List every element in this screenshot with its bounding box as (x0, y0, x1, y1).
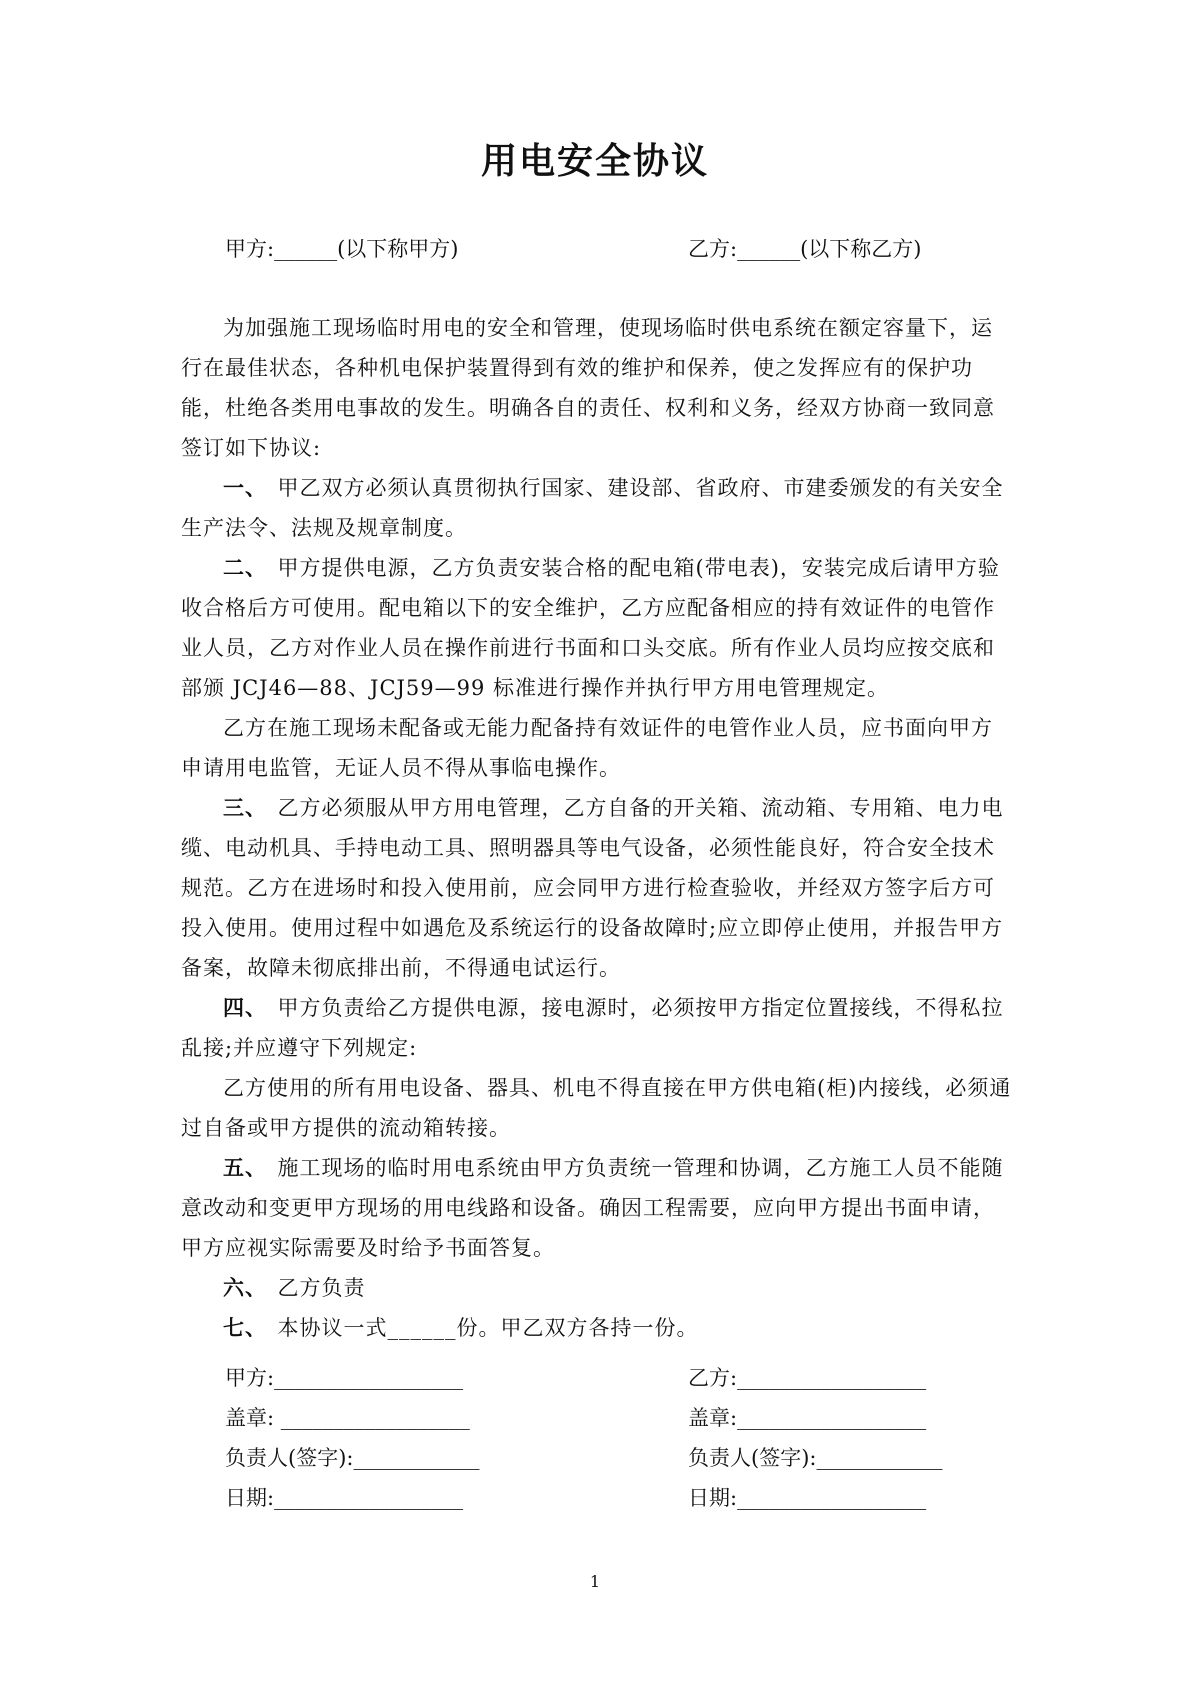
clause-text: 甲乙双方必须认真贯彻执行国家、建设部、省政府、市建委颁发的有关安全生产法令、法规及规章制度。 (181, 476, 1004, 540)
clause-number: 二、 (223, 556, 267, 580)
signature-date-a: 日期:__________________ (225, 1486, 464, 1510)
signature-date-b: 日期:__________________ (688, 1486, 927, 1510)
clause-text: 乙方必须服从甲方用电管理，乙方自备的开关箱、流动箱、专用箱、电力电缆、电动机具、手持电动工具、照明器具等电气设备，必须性能良好，符合安全技术规范。乙方在进场时和投入使用前，应会同甲方进行检查验收，并经双方签字后方可投入使用。使用过程中如遇危及系统运行的设备故障时;应立即停止使用，并报告甲方备案，故障未彻底排出前，不得通电试运行。 (181, 796, 1004, 980)
signature-party-a: 甲方:__________________ (225, 1366, 464, 1390)
clause-text: 甲方负责给乙方提供电源，接电源时，必须按甲方指定位置接线，不得私拉乱接;并应遵守下列规定: (181, 996, 1004, 1060)
clause-2 (181, 548, 1014, 708)
clause-text: 乙方负责 (277, 1276, 366, 1300)
clause-number: 三、 (223, 796, 267, 820)
clause-number: 一、 (223, 476, 267, 500)
clause-number: 六、 (223, 1276, 267, 1300)
clause-7 (181, 1308, 1014, 1348)
clause-text: 施工现场的临时用电系统由甲方负责统一管理和协调，乙方施工人员不能随意改动和变更甲方现场的用电线路和设备。确因工程需要，应向甲方提出书面申请，甲方应视实际需要及时给予书面答复。 (181, 1156, 1004, 1260)
clause-text: 甲方提供电源，乙方负责安装合格的配电箱(带电表)，安装完成后请甲方验收合格后方可使用。配电箱以下的安全维护，乙方应配备相应的持有效证件的电管作业人员，乙方对作业人员在操作前进行书面和口头交底。所有作业人员均应按交底和部颁 JCJ46—88、JCJ59—99 标准进行操作并执行甲方用电管理规定。 (181, 556, 1000, 700)
intro-paragraph: 为加强施工现场临时用电的安全和管理，使现场临时供电系统在额定容量下，运行在最佳状态，各种机电保护装置得到有效的维护和保养，使之发挥应有的保护功能，杜绝各类用电事故的发生。明确各自的责任、权利和义务，经双方协商一致同意签订如下协议: (181, 316, 995, 460)
clause-number: 五、 (223, 1156, 267, 1180)
clause-number: 七、 (223, 1316, 267, 1340)
clause-3 (181, 788, 1014, 988)
signature-person-b: 负责人(签字):____________ (688, 1446, 943, 1470)
clause-4-continued: 乙方使用的所有用电设备、器具、机电不得直接在甲方供电箱(柜)内接线，必须通过自备或甲方提供的流动箱转接。 (181, 1076, 1012, 1140)
clause-5 (181, 1148, 1014, 1268)
clause-4 (181, 988, 1014, 1068)
signature-person-a: 负责人(签字):____________ (225, 1446, 480, 1470)
clause-1 (181, 468, 1014, 548)
clause-number: 四、 (223, 996, 267, 1020)
clause-text: 本协议一式______份。甲乙双方各持一份。 (277, 1316, 699, 1340)
signature-seal-a: 盖章: __________________ (225, 1406, 470, 1430)
signature-party-b: 乙方:__________________ (688, 1366, 927, 1390)
document-title: 用电安全协议 (480, 141, 709, 182)
signature-seal-b: 盖章:__________________ (688, 1406, 927, 1430)
clause-2-continued: 乙方在施工现场未配备或无能力配备持有效证件的电管作业人员，应书面向甲方申请用电监管，无证人员不得从事临电操作。 (181, 716, 993, 780)
party-a-line: 甲方:______(以下称甲方) (225, 237, 459, 261)
clause-6 (181, 1268, 1014, 1308)
agreement-body (181, 308, 1014, 1348)
party-b-line: 乙方:______(以下称乙方) (688, 237, 922, 261)
page-number: 1 (589, 1572, 601, 1591)
